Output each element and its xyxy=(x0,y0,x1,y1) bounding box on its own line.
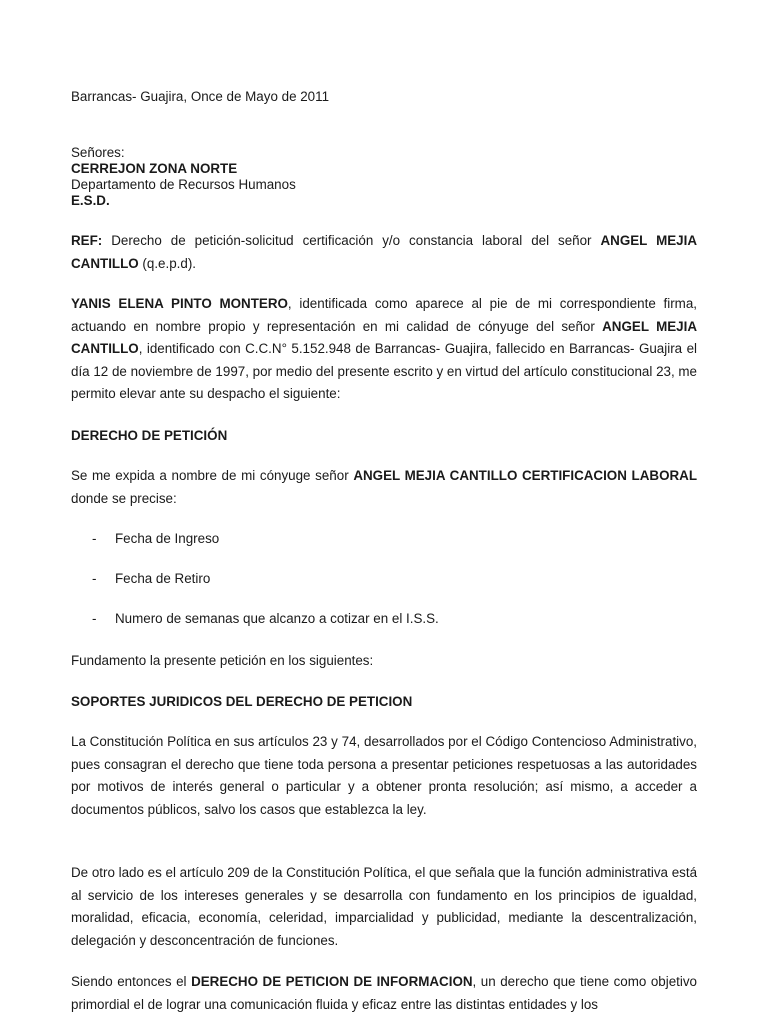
ref-paragraph: REF: Derecho de petición-solicitud certificación y/o constancia laboral del señor ANGEL MEJIA CANTILLO (q.e.p.d). xyxy=(71,233,697,271)
list-item xyxy=(71,528,697,550)
list-dash: - xyxy=(92,531,97,546)
ref-label: REF: xyxy=(71,233,103,248)
place-date: Barrancas- Guajira, Once de Mayo de 2011 xyxy=(71,89,330,104)
closing-bold: DERECHO DE PETICION DE INFORMACION xyxy=(191,974,473,989)
request-paragraph: Se me expida a nombre de mi cónyuge señor ANGEL MEJIA CANTILLO CERTIFICACION LABORAL donde se precise: xyxy=(71,468,698,506)
ref-name: ANGEL MEJIA CANTILLO xyxy=(71,233,697,271)
list-item-text: Fecha de Retiro xyxy=(115,571,211,586)
foundation-line: Fundamento la presente petición en los siguientes: xyxy=(71,653,374,668)
constitution-paragraph: La Constitución Política en sus artículos 23 y 74, desarrollados por el Código Contencioso Administrativo, pues consagran el derecho que tiene toda persona a presentar peticiones respetuosas a las autoridades por motivos de interés general o particular y a obtener pronta resolución; así mismo, a acceder a documentos públicos, salvo los casos que establezca la ley. xyxy=(71,734,697,817)
request-bold: ANGEL MEJIA CANTILLO CERTIFICACION LABORAL xyxy=(353,468,698,483)
company-name: CERREJON ZONA NORTE xyxy=(71,161,238,176)
closing-paragraph: Siendo entonces el DERECHO DE PETICION DE INFORMACION, un derecho que tiene como objetivo primordial el de lograr una comunicación fluida y eficaz entre las distintas entidades y los xyxy=(71,974,697,1012)
list-item-text: Numero de semanas que alcanzo a cotizar en el I.S.S. xyxy=(115,611,439,626)
petitioner-name: YANIS ELENA PINTO MONTERO xyxy=(71,296,288,311)
esd-line: E.S.D. xyxy=(71,193,110,208)
salutation: Señores: xyxy=(71,145,125,160)
recipient-block xyxy=(71,145,697,209)
spouse-name: ANGEL MEJIA CANTILLO xyxy=(71,318,697,356)
article209-paragraph: De otro lado es el artículo 209 de la Constitución Política, el que señala que la función administrativa está al servicio de los intereses generales y se desarrolla con fundamento en los principios de igualdad, moralidad, eficacia, economía, celeridad, imparcialidad y publicidad, mediante la descentralización, delegación y desconcentración de funciones. xyxy=(71,865,698,948)
list-dash: - xyxy=(92,571,97,586)
intro-paragraph: YANIS ELENA PINTO MONTERO, identificada como aparece al pie de mi correspondiente firma, actuando en nombre propio y representación en mi calidad de cónyuge del señor ANGEL MEJIA CANTILLO, identificado con C.C.N° 5.152.948 de Barrancas- Guajira, fallecido en Barrancas- Guajira el día 12 de noviembre de 1997, por medio del presente escrito y en virtud del artículo constitucional 23, me permito elevar ante su despacho el siguiente: xyxy=(71,296,698,401)
list-item xyxy=(71,608,697,630)
letter-page xyxy=(71,0,697,1024)
department: Departamento de Recursos Humanos xyxy=(71,177,296,192)
petition-heading: DERECHO DE PETICIÓN xyxy=(71,428,228,443)
list-item-text: Fecha de Ingreso xyxy=(115,531,220,546)
supports-heading: SOPORTES JURIDICOS DEL DERECHO DE PETICION xyxy=(71,694,413,709)
list-item xyxy=(71,568,697,590)
list-dash: - xyxy=(92,611,97,626)
